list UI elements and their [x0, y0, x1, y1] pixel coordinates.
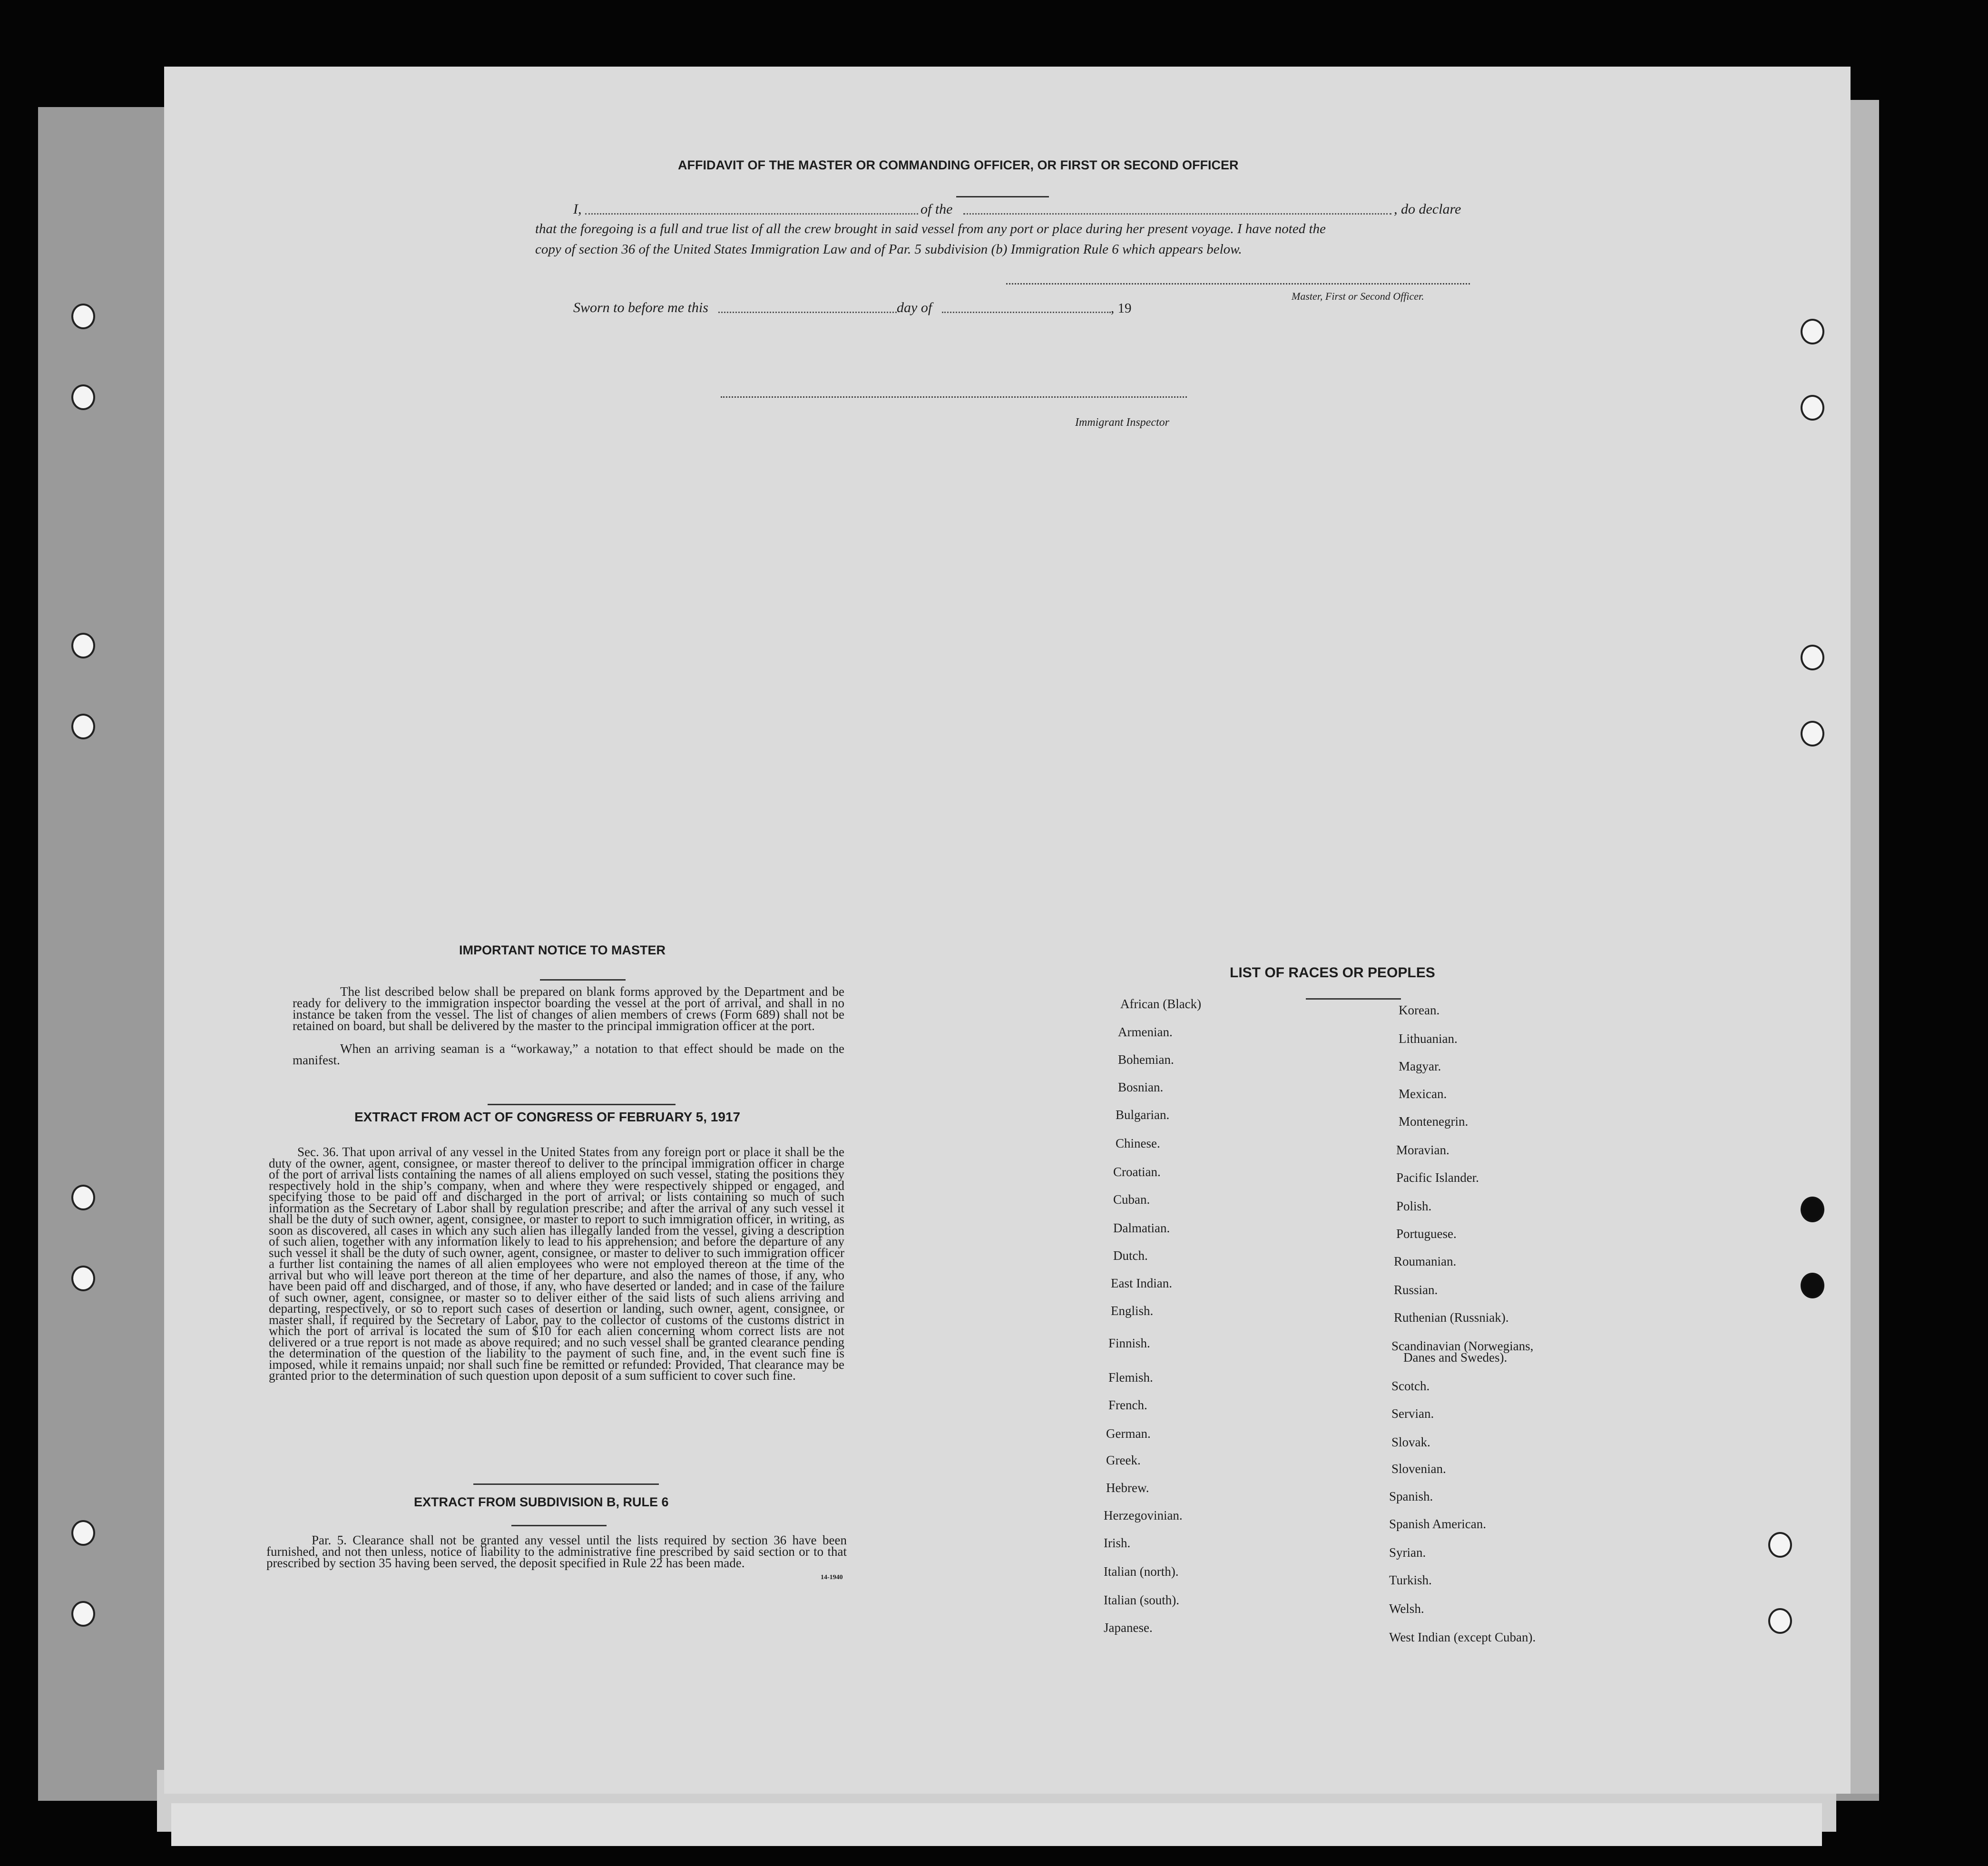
race-item: English.: [1111, 1304, 1154, 1318]
race-item: Italian (north).: [1104, 1564, 1179, 1579]
race-item: Servian.: [1391, 1406, 1434, 1421]
binder-hole: [1801, 721, 1824, 746]
race-item: French.: [1108, 1398, 1147, 1412]
race-item: Moravian.: [1396, 1143, 1449, 1157]
race-item: Hebrew.: [1106, 1481, 1149, 1495]
year-text: , 19: [1111, 301, 1132, 316]
race-item: Italian (south).: [1104, 1593, 1179, 1607]
binder-hole: [71, 1266, 95, 1291]
race-item: East Indian.: [1111, 1276, 1172, 1290]
race-item: German.: [1106, 1426, 1151, 1441]
vessel-prefix: of the: [921, 201, 953, 217]
race-item: Danes and Swedes).: [1403, 1350, 1508, 1365]
race-item: Dalmatian.: [1113, 1221, 1170, 1235]
form-number: 14-1940: [821, 1574, 843, 1581]
rule-extract-rule: [511, 1525, 607, 1526]
affidavit-line-3: copy of section 36 of the United States Immigration Law and of Par. 5 subdivision (b) Immigration Rule 6 which appears below.: [535, 242, 1242, 257]
vessel-name-field[interactable]: [963, 213, 1391, 215]
race-item: Russian.: [1394, 1283, 1438, 1297]
race-item: Korean.: [1399, 1003, 1440, 1017]
race-item: Scotch.: [1391, 1379, 1430, 1393]
race-item: Herzegovinian.: [1104, 1508, 1183, 1522]
sworn-text: Sworn to before me this: [573, 300, 708, 315]
do-declare-text: , do declare: [1394, 201, 1461, 217]
binder-hole: [1801, 319, 1824, 344]
race-item: Croatian.: [1113, 1165, 1161, 1179]
race-item: Japanese.: [1104, 1620, 1153, 1635]
race-item: Lithuanian.: [1399, 1031, 1458, 1046]
race-item: Welsh.: [1389, 1601, 1424, 1616]
race-item: Turkish.: [1389, 1573, 1432, 1587]
rule-extract-body: Par. 5. Clearance shall not be granted any vessel until the lists required by section 36 have been furnished, and not then unless, notice of liability to the administrative fine prescribed by said section or to that prescribed by section 35 having been served, the deposit specified in Rule 22 has been made.: [266, 1533, 847, 1570]
race-item: Dutch.: [1113, 1248, 1148, 1263]
races-title: LIST OF RACES OR PEOPLES: [1230, 965, 1435, 981]
rule-extract-title: EXTRACT FROM SUBDIVISION B, RULE 6: [414, 1495, 669, 1509]
race-item: Ruthenian (Russniak).: [1394, 1310, 1509, 1325]
binder-hole: [71, 714, 95, 739]
race-item: West Indian (except Cuban).: [1389, 1630, 1536, 1644]
affidavit-title: AFFIDAVIT OF THE MASTER OR COMMANDING OFFICER, OR FIRST OR SECOND OFFICER: [678, 158, 1239, 172]
act-extract-body: Sec. 36. That upon arrival of any vessel in the United States from any foreign port or place it shall be the duty of the owner, agent, consignee, or master thereof to deliver to the principal immigration officer in charge of the port of arrival lists containing the names of all aliens employed on such vessel, stating the positions they respectively hold in the ship’s company, when and where they were respectively shipped or engaged, and specifying those to be paid off and discharged in the port of arrival; or lists containing so much of such information as the Secretary of Labor shall by regulation prescribe; and after the arrival of any such vessel it shall be the duty of such owner, agent, consignee, or master to report to such immigration officer, in writing, as soon as discovered, all cases in which any such alien has illegally landed from the vessel, giving a description of such alien, together with any information likely to lead to his apprehension; and before the departure of any such vessel it shall be the duty of such owner, agent, consignee, or master to deliver to such immigration officer a further list containing the names of all alien employees who were not employed thereon at the time of the arrival but who will leave port thereon at the time of her departure, and also the names of those, if any, who have been paid off and discharged, and of those, if any, who have deserted or landed; and in case of the failure of such owner, agent, consignee, or master so to deliver either of the said lists of such aliens arriving and departing, respectively, or so to report such cases of desertion or landing, such owner, agent, consignee, or master shall, if required by the Secretary of Labor, pay to the collector of customs of the customs district in which the port of arrival is located the sum of $10 for each alien concerning whom correct lists are not delivered or a true report is not made as above required; and no such vessel shall be granted clearance pending the determination of the question of the liability to the payment of such fine, and, in the event such fine is imposed, while it remains unpaid; nor shall such fine be remitted or refunded: Provided, That clearance may be granted prior to the determination of such question upon deposit of a sum sufficient to cover such fine.: [269, 1145, 844, 1383]
declarant-name-field[interactable]: [585, 213, 918, 215]
notice-body: The list described below shall be prepared on blank forms approved by the Department and be ready for delivery to the immigration inspector boarding the vessel at the port of arrival, and shall in no instance be taken from the vessel. The list of changes of alien members of crews (Form 689) shall not be retained on board, but shall be delivered by the master to the principal immigration officer at the port.: [293, 984, 844, 1033]
inspector-signature-line[interactable]: [721, 396, 1187, 398]
sworn-month-field[interactable]: [942, 312, 1111, 313]
race-item: Spanish.: [1389, 1489, 1433, 1503]
race-item: Chinese.: [1116, 1136, 1160, 1150]
race-item: Cuban.: [1113, 1192, 1150, 1207]
race-item: Scandinavian (Norwegians,: [1391, 1339, 1534, 1353]
race-item: Syrian.: [1389, 1545, 1426, 1560]
notice-body-2: When an arriving seaman is a “workaway,” a notation to that effect should be made on the manifest.: [293, 1041, 844, 1067]
race-item: Finnish.: [1108, 1336, 1150, 1350]
race-item: Mexican.: [1399, 1087, 1447, 1101]
race-item: African (Black): [1120, 997, 1202, 1011]
binder-hole: [1768, 1608, 1792, 1634]
race-item: Flemish.: [1108, 1370, 1153, 1385]
act-extract-title: EXTRACT FROM ACT OF CONGRESS OF FEBRUARY 5, 1917: [354, 1110, 741, 1124]
race-item: Greek.: [1106, 1453, 1141, 1467]
page-stack-edge-lower: [171, 1803, 1822, 1846]
race-item: Polish.: [1396, 1199, 1432, 1213]
race-item: Bohemian.: [1118, 1052, 1174, 1067]
inspector-label: Immigrant Inspector: [1075, 416, 1169, 429]
sworn-day-field[interactable]: [718, 312, 897, 313]
binder-hole: [71, 1520, 95, 1546]
manifest-page: [164, 67, 1851, 1794]
race-item: Slovak.: [1391, 1435, 1430, 1449]
binder-hole: [1801, 395, 1824, 421]
master-signature-label: Master, First or Second Officer.: [1292, 290, 1424, 302]
races-rule: [1306, 998, 1401, 1000]
race-item: Bosnian.: [1118, 1080, 1164, 1094]
section-rule: [488, 1104, 676, 1105]
binder-hole: [1801, 1273, 1824, 1298]
race-item: Magyar.: [1399, 1059, 1441, 1073]
notice-rule: [540, 979, 626, 981]
race-item: Armenian.: [1118, 1025, 1173, 1039]
race-item: Portuguese.: [1396, 1227, 1457, 1241]
race-item: Spanish American.: [1389, 1517, 1486, 1531]
binder-hole: [71, 1601, 95, 1627]
binder-hole: [71, 633, 95, 658]
binder-hole: [1801, 645, 1824, 670]
day-of-text: day of: [897, 300, 932, 315]
section-rule-2: [473, 1483, 659, 1485]
master-signature-line[interactable]: [1006, 283, 1470, 285]
race-item: Slovenian.: [1391, 1462, 1446, 1476]
affidavit-line-2: that the foregoing is a full and true list of all the crew brought in said vessel from any port or place during her present voyage. I have noted the: [535, 221, 1326, 236]
race-item: Irish.: [1104, 1536, 1131, 1550]
binder-hole: [1768, 1532, 1792, 1558]
binder-hole: [71, 304, 95, 329]
binder-hole: [71, 384, 95, 410]
race-item: Montenegrin.: [1399, 1114, 1469, 1129]
binder-hole: [71, 1185, 95, 1210]
race-item: Bulgarian.: [1116, 1108, 1170, 1122]
race-item: Roumanian.: [1394, 1254, 1457, 1268]
race-item: Pacific Islander.: [1396, 1170, 1479, 1185]
title-rule: [956, 196, 1049, 197]
notice-title: IMPORTANT NOTICE TO MASTER: [459, 943, 666, 957]
declarant-prefix: I,: [573, 201, 582, 217]
binder-hole: [1801, 1197, 1824, 1222]
